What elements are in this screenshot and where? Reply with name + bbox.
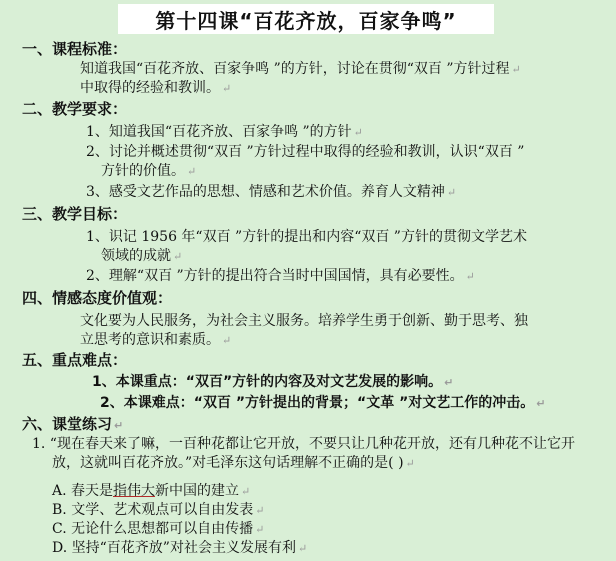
requirement-item-3: 3、感受文艺作品的思想、情感和艺术价值。养育人文精神 ↵ — [86, 184, 457, 200]
objective-item-1-line-2: 领域的成就 ↵ — [101, 248, 183, 264]
section-heading-exercises: 六、课堂练习 ↵ — [22, 415, 124, 433]
paragraph-mark-icon: ↵ — [187, 165, 197, 178]
section-heading-objectives: 三、教学目标： — [22, 205, 128, 223]
paragraph-mark-icon: ↵ — [536, 397, 546, 410]
paragraph-mark-icon: ↵ — [255, 504, 265, 517]
requirement-item-1: 1、知道我国“百花齐放、百家争鸣 ”的方针 ↵ — [86, 124, 363, 140]
section-heading-requirements: 二、教学要求： — [22, 100, 128, 118]
values-line-2: 立思考的意识和素质。 ↵ — [80, 332, 232, 348]
option-a-underlined: 指伟大 — [113, 483, 156, 499]
paragraph-mark-icon: ↵ — [255, 523, 265, 536]
curriculum-line-2: 中取得的经验和教训。 ↵ — [80, 80, 232, 96]
paragraph-mark-icon: ↵ — [173, 250, 183, 263]
option-d: D. 坚持“百花齐放”对社会主义发展有利 ↵ — [52, 540, 308, 556]
paragraph-mark-icon: ↵ — [222, 82, 232, 95]
objective-item-2: 2、理解“双百 ”方针的提出符合当时中国国情，具有必要性。 ↵ — [86, 268, 475, 284]
paragraph-mark-icon: ↵ — [241, 485, 251, 498]
paragraph-mark-icon: ↵ — [446, 186, 457, 199]
option-b: B. 文学、艺术观点可以自由发表 ↵ — [52, 502, 265, 518]
section-heading-values: 四、情感态度价值观： — [22, 289, 173, 307]
paragraph-mark-icon: ↵ — [297, 542, 308, 555]
key-point-item-2: 2、本课难点：“双百 ”方针提出的背景；“文革 ”对文艺工作的冲击。 ↵ — [100, 395, 546, 411]
curriculum-line-1: 知道我国“百花齐放、百家争鸣 ”的方针，讨论在贯彻“双百 ”方针过程 ↵ — [80, 61, 521, 77]
requirement-item-2-line-2: 方针的价值。 ↵ — [101, 163, 197, 179]
question-1-line-1: 1. “现在春天来了嘛，一百种花都让它开放，不要只让几种花开放，还有几种花不让它开 — [32, 436, 575, 452]
question-1-line-2: 放，这就叫百花齐放。”对毛泽东这句话理解不正确的是( ) ↵ — [52, 455, 415, 471]
key-point-item-1: 1、本课重点：“双百”方针的内容及对文艺发展的影响。 ↵ — [92, 374, 454, 390]
option-c: C. 无论什么思想都可以自由传播 ↵ — [52, 521, 265, 537]
section-heading-key-points: 五、重点难点： — [22, 351, 128, 369]
option-a: A. 春天是指伟大新中国的建立 ↵ — [52, 483, 251, 499]
paragraph-mark-icon: ↵ — [353, 126, 363, 139]
lesson-title: 第十四课“百花齐放，百家争鸣” — [118, 4, 494, 34]
objective-item-1-line-1: 1、识记 1956 年“双百 ”方针的提出和内容“双百 ”方针的贯彻文学艺术 — [86, 229, 527, 245]
section-heading-curriculum: 一、课程标准： — [22, 40, 128, 58]
paragraph-mark-icon: ↵ — [511, 63, 521, 76]
paragraph-mark-icon: ↵ — [222, 334, 232, 347]
requirement-item-2-line-1: 2、讨论并概述贯彻“双百 ”方针过程中取得的经验和教训，认识“双百 ” — [86, 144, 525, 160]
paragraph-mark-icon: ↵ — [465, 270, 475, 283]
paragraph-mark-icon: ↵ — [444, 376, 454, 389]
paragraph-mark-icon: ↵ — [114, 419, 124, 432]
paragraph-mark-icon: ↵ — [405, 457, 415, 470]
values-line-1: 文化要为人民服务，为社会主义服务。培养学生勇于创新、勤于思考、独 — [80, 313, 528, 329]
